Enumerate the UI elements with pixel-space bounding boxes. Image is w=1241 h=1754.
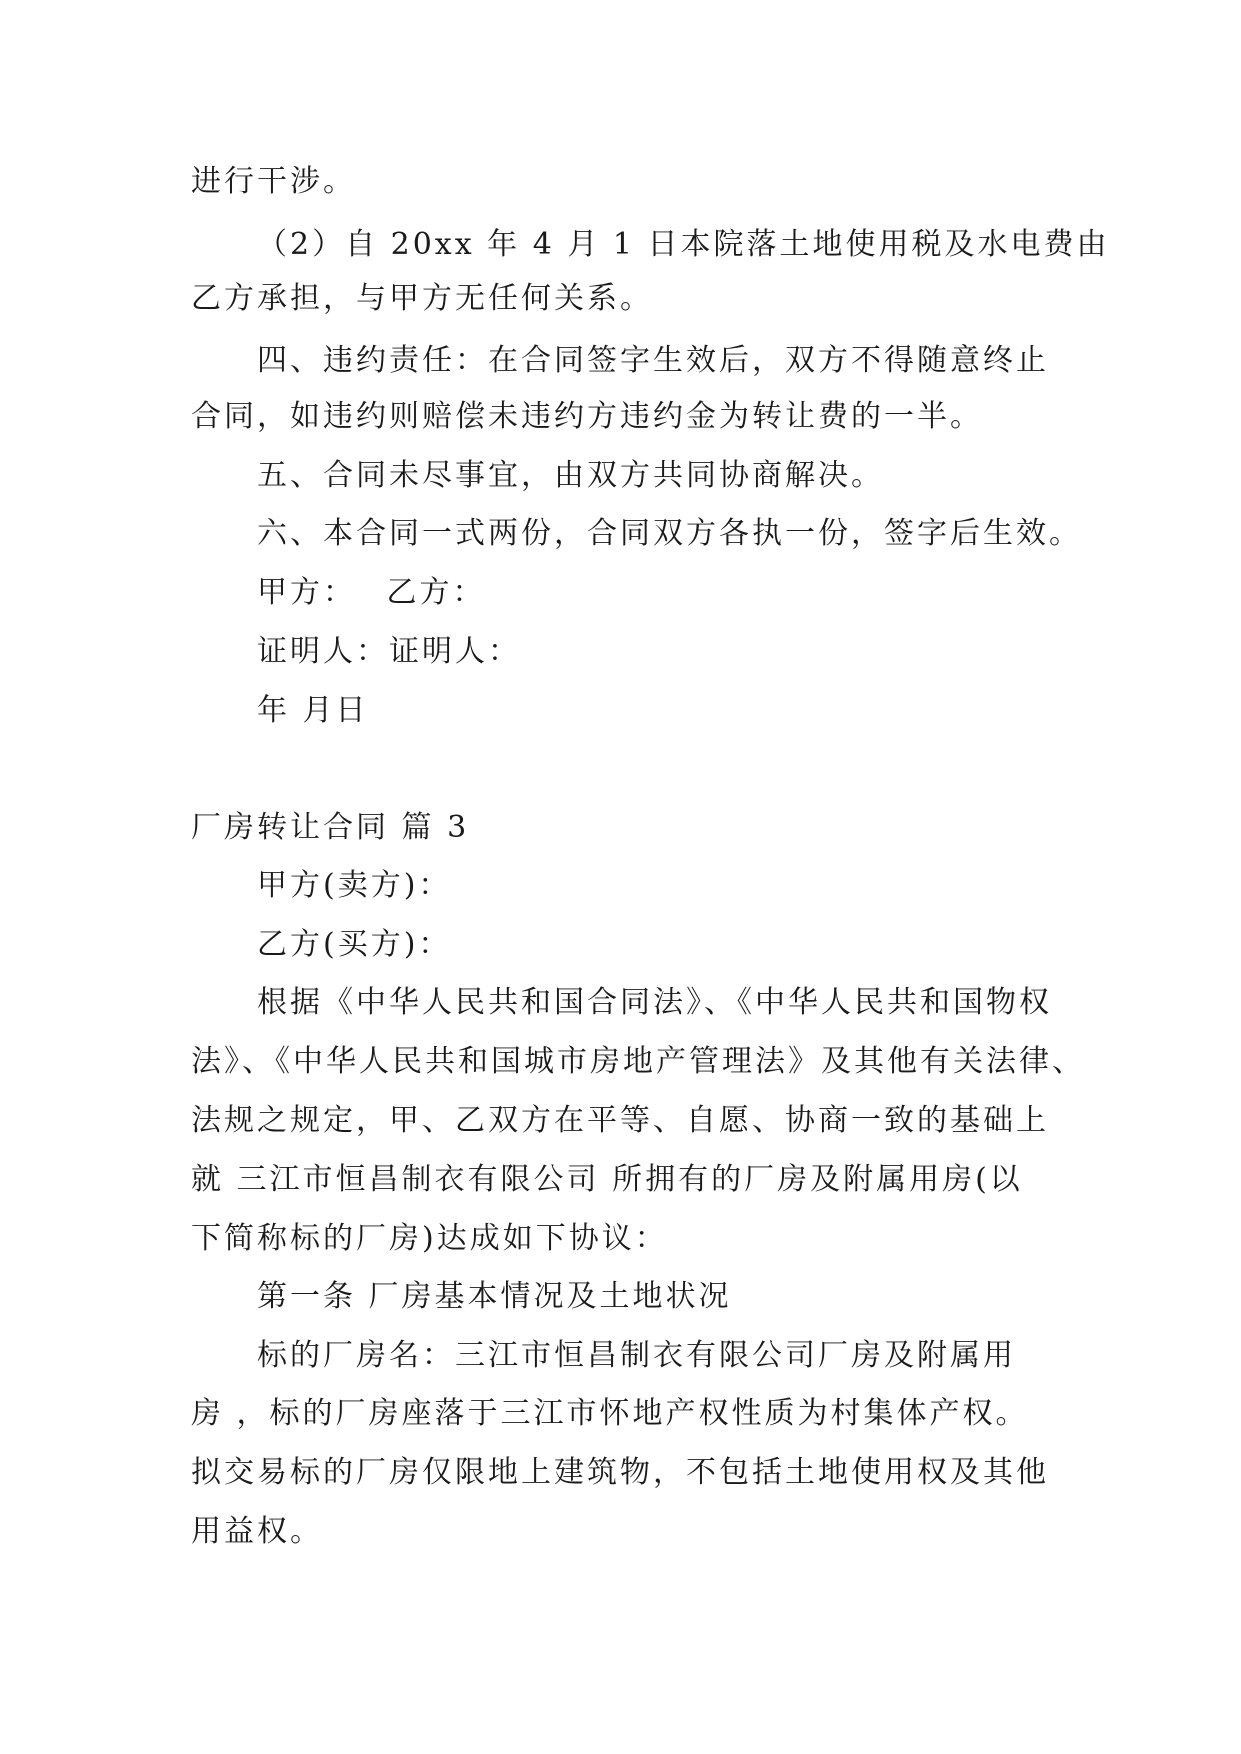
text-line: 六、本合同一式两份，合同双方各执一份，签字后生效。 [257,516,1082,551]
text-line: 四、违约责任：在合同签字生效后，双方不得随意终止 [257,343,1049,378]
text-line: 乙方(买方)： [257,927,452,962]
text-line: 乙方承担，与甲方无任何关系。 [191,281,653,316]
text-line: 用益权。 [191,1514,323,1549]
text-line: 房 ，标的厂房座落于三江市怀地产权性质为村集体产权。 [191,1396,1029,1431]
text-line: 合同，如违约则赔偿未违约方违约金为转让费的一半。 [191,399,983,434]
text-line: 标的厂房名：三江市恒昌制衣有限公司厂房及附属用 [257,1338,1016,1373]
text-line: （2）自 20xx 年 4 月 1 日本院落土地使用税及水电费由 [257,227,1110,262]
text-line: 进行干涉。 [191,164,356,199]
text-line: 证明人：证明人： [257,634,521,669]
text-line: 年 月日 [257,693,369,728]
text-line: 拟交易标的厂房仅限地上建筑物，不包括土地使用权及其他 [191,1455,1049,1490]
text-line: 法规之规定，甲、乙双方在平等、自愿、协商一致的基础上 [191,1103,1049,1138]
text-line: 根据《中华人民共和国合同法》、《中华人民共和国物权 [257,985,1052,1020]
text-line: 五、合同未尽事宜，由双方共同协商解决。 [257,458,884,493]
text-line: 甲方(卖方)： [257,868,452,903]
text-line: 下简称标的厂房)达成如下协议： [191,1221,668,1256]
section-title: 厂房转让合同 篇 3 [191,810,470,845]
text-line: 第一条 厂房基本情况及土地状况 [257,1279,732,1314]
text-line: 甲方： 乙方： [257,575,486,610]
text-line: 就 三江市恒昌制衣有限公司 所拥有的厂房及附属用房(以 [191,1162,1023,1197]
text-line: 法》、《中华人民共和国城市房地产管理法》及其他有关法律、 [191,1044,1085,1079]
